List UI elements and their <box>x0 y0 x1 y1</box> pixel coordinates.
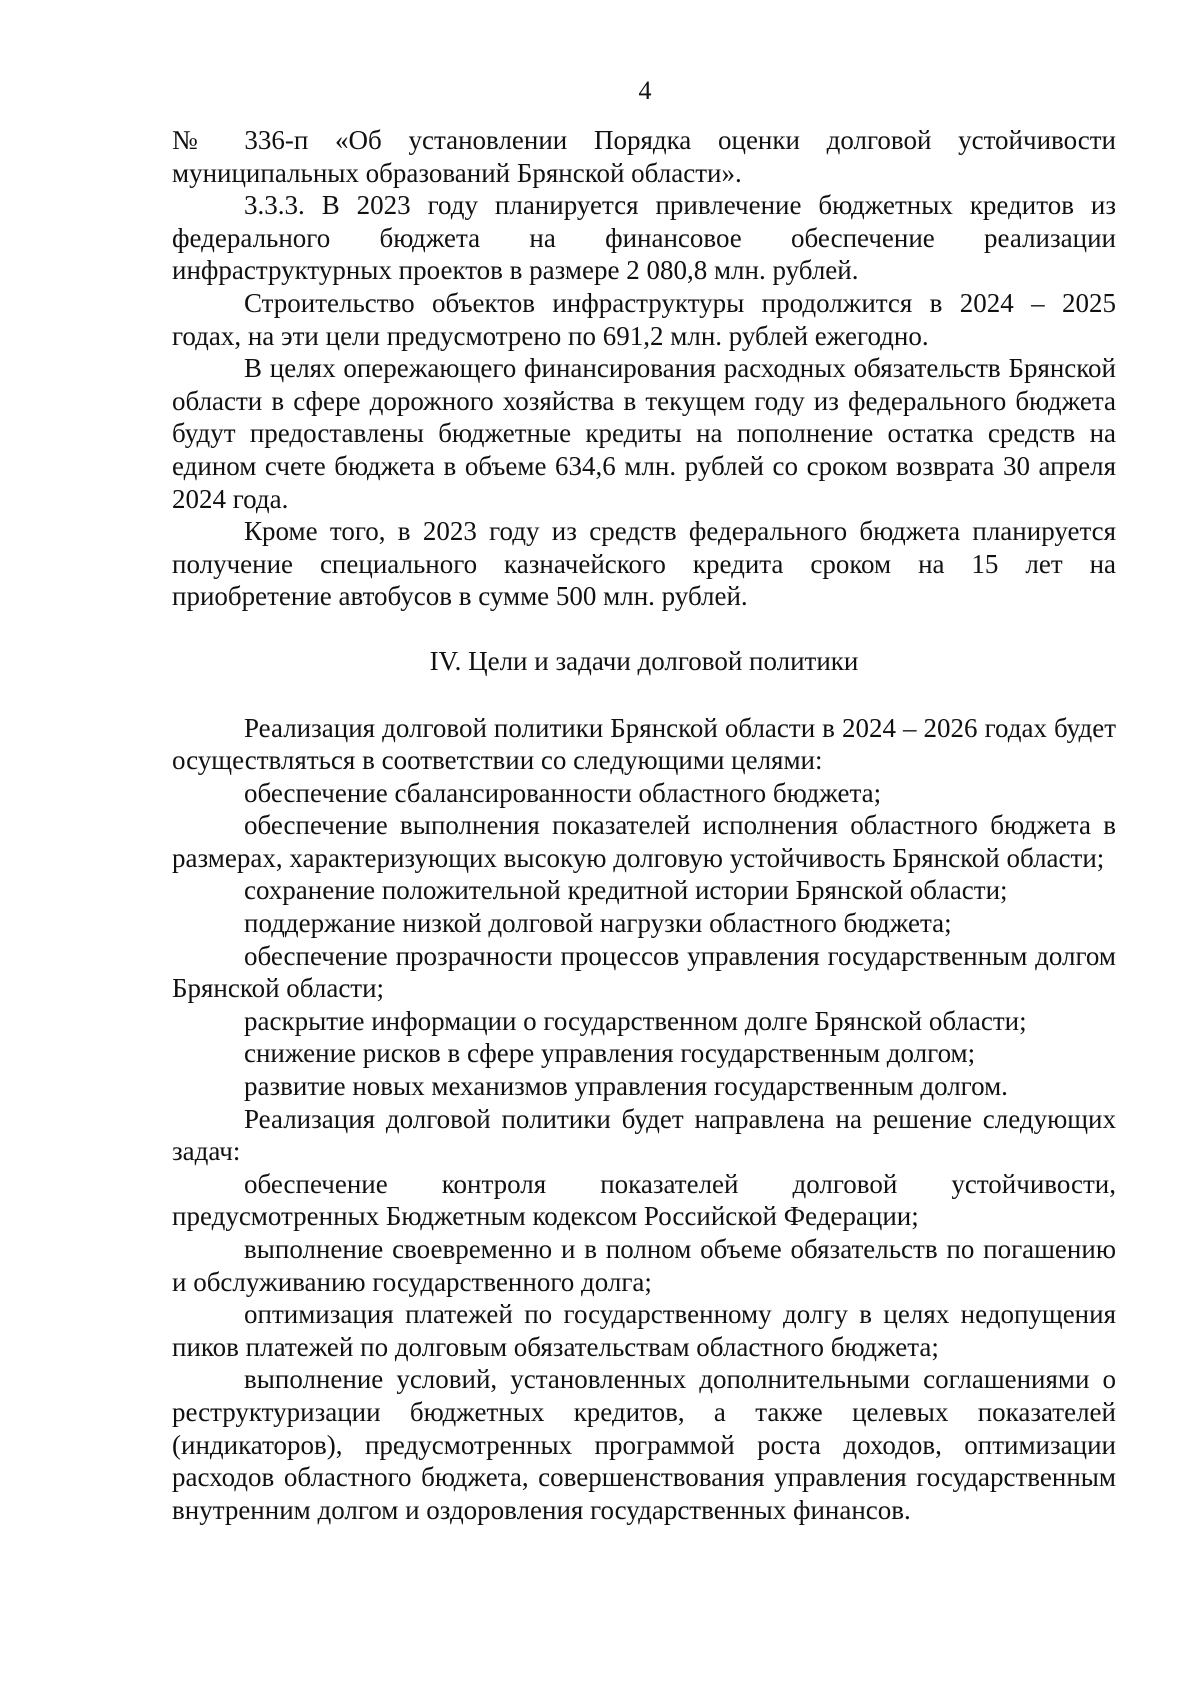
list-item: развитие новых механизмов управления государственным долгом. <box>244 1071 1008 1102</box>
paragraph: Реализация долговой политики Брянской области в 2024 – 2026 годах будет осуществляться в соответствии со следующими целями: <box>172 712 1116 776</box>
paragraph-continuation: № 336-п «Об установлении Порядка оценки долговой устойчивости муниципальных образований Брянской области». <box>172 125 1116 188</box>
list-item: выполнение своевременно и в полном объеме обязательств по погашению и обслуживанию государственного долга; <box>172 1234 1116 1297</box>
paragraph: Строительство объектов инфраструктуры продолжится в 2024 – 2025 годах, на эти цели предусмотрено по 691,2 млн. рублей ежегодно. <box>172 287 1116 351</box>
list-item: обеспечение сбалансированности областного бюджета; <box>244 777 882 808</box>
list-item: обеспечение выполнения показателей исполнения областного бюджета в размерах, характеризующих высокую долговую устойчивость Брянской области; <box>172 810 1116 873</box>
paragraph: Реализация долговой политики будет направлена на решение следующих задач: <box>172 1103 1116 1167</box>
paragraph: Кроме того, в 2023 году из средств федерального бюджета планируется получение специального казначейского кредита сроком на 15 лет на приобретение автобусов в сумме 500 млн. рублей. <box>172 516 1116 612</box>
list-item: раскрытие информации о государственном долге Брянской области; <box>244 1005 1027 1036</box>
page-number: 4 <box>638 76 652 105</box>
list-item: оптимизация платежей по государственному долгу в целях недопущения пиков платежей по долговым обязательствам областного бюджета; <box>172 1299 1116 1362</box>
document-body <box>172 124 1116 1526</box>
paragraph: 3.3.3. В 2023 году планируется привлечение бюджетных кредитов из федерального бюджета на финансовое обеспечение реализации инфраструктурных проектов в размере 2 080,8 млн. рублей. <box>172 190 1116 286</box>
list-item: снижение рисков в сфере управления государственным долгом; <box>244 1038 976 1069</box>
list-item: обеспечение контроля показателей долговой устойчивости, предусмотренных Бюджетным кодексом Российской Федерации; <box>172 1168 1116 1232</box>
paragraph: В целях опережающего финансирования расходных обязательств Брянской области в сфере дорожного хозяйства в текущем году из федерального бюджета будут предоставлены бюджетные кредиты на пополнение остатка средств на едином счете бюджета в объеме 634,6 млн. рублей со сроком возврата 30 апреля 2024 года. <box>172 353 1116 514</box>
list-item: поддержание низкой долговой нагрузки областного бюджета; <box>244 908 952 939</box>
section-heading: IV. Цели и задачи долговой политики <box>429 645 859 676</box>
list-item: сохранение положительной кредитной истории Брянской области; <box>244 875 1008 906</box>
list-item: обеспечение прозрачности процессов управления государственным долгом Брянской области; <box>172 940 1116 1004</box>
list-item: выполнение условий, установленных дополнительными соглашениями о реструктуризации бюджетных кредитов, а также целевых показателей (индикаторов), предусмотренных программой роста доходов, оптимизации расходов областного бюджета, совершенствования управления государственным внутренним долгом и оздоровления государственных финансов. <box>172 1364 1116 1525</box>
